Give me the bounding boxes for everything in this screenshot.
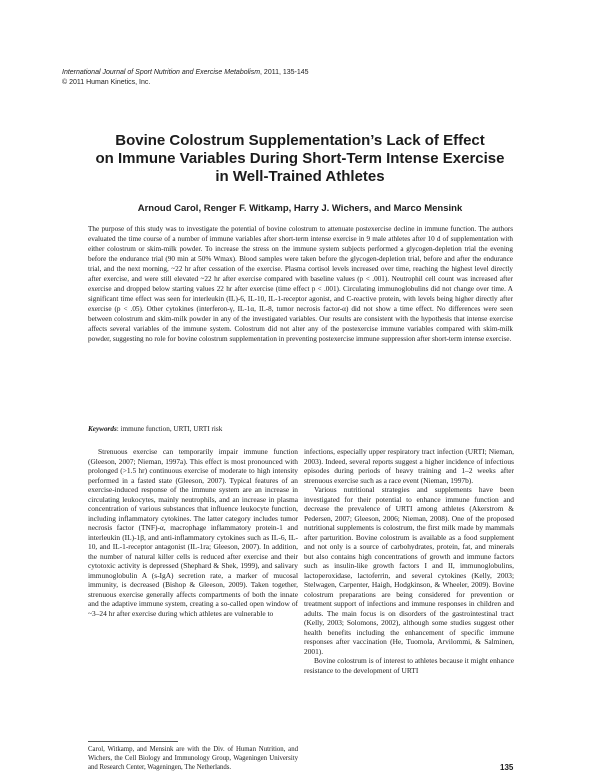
affiliation-footnote [88, 745, 298, 772]
body-column-right [304, 447, 514, 675]
footnote-divider [88, 741, 178, 742]
page-number: 135 [500, 763, 514, 772]
abstract: The purpose of this study was to investigate the potential of bovine colostrum to attenuate postexercise decline in immune function. The authors evaluated the time course of a number of immune variables after short-term intense exercise in 9 male athletes after 10 d of supplementation with either colostrum or skim-milk powder. To increase the stress on the immune system subjects performed a glycogen-depletion trial the evening before the endurance trial (90 min at 50% Wmax). Blood samples were taken before the glycogen-depletion trial, before and after the endurance trial, and the next morning, ~22 hr after cessation of the exercise. Plasma cortisol levels increased over time, reaching the highest level directly after exercise, and were still elevated ~22 hr after exercise compared with baseline values (p < .001). Neutrophil cell count was increased after exercise and dropped below starting values 22 hr after exercise (time effect p < .001). Circulating immunoglobulins did not change over time. A significant time effect was seen for interleukin (IL)-6, IL-10, IL-1-receptor agonist, and C-reactive protein, with levels being higher directly after exercise (p < .05). Other cytokines (interferon-γ, IL-1α, IL-8, tumor necrosis factor-α) did not show a time effect. No differences were seen between colostrum and skim-milk powder in any of the investigated variables. Our results are consistent with the hypothesis that intense exercise affects several variables of the immune system. Colostrum did not alter any of the postexercise immune variables compared with skim-milk powder, suggesting no role for bovine colostrum supplementation in preventing postexercise immune suppression after short-term intense exercise. [88, 225, 513, 343]
title-line-1: Bovine Colostrum Supplementation’s Lack of Effect [115, 132, 485, 149]
title-line-3: in Well-Trained Athletes [215, 168, 385, 185]
journal-copyright: © 2011 Human Kinetics, Inc. [62, 79, 151, 86]
journal-name: International Journal of Sport Nutrition and Exercise Metabolism [62, 69, 261, 76]
journal-citation [62, 68, 309, 78]
article-authors: Arnoud Carol, Renger F. Witkamp, Harry J. Wichers, and Marco Mensink [137, 203, 463, 214]
body-paragraph: Bovine colostrum is of interest to athletes because it might enhance resistance to the development of URTI [304, 656, 514, 675]
body-paragraph: Various nutritional strategies and supplements have been investigated for their potential to enhance immune function and decrease the prevalence of URTI among athletes (Akerstrom & Pedersen, 2007; Gleeson, 2006; Nieman, 2008). One of the proposed nutritional supplements is colostrum, the first milk made by mammals after parturition. Bovine colostrum is available as a food supplement and not only is a source of carbohydrates, protein, fat, and minerals but also contains high concentrations of growth and immune factors such as insulin-like growth factors I and II, immunoglobulins, lactoperoxidase, lactoferrin, and several cytokines (Kelly, 2003; Stelwagen, Carpenter, Haigh, Hodgkinson, & Wheeler, 2009). Bovine colostrum preparations are being considered for prevention or treatment support of infections and immune responses in children and adults. The main focus is on disorders of the gastrointestinal tract (Kelly, 2003; Solomons, 2002), although some studies suggest other health benefits including the enhancement of specific immune responses after vaccination (He, Tuomola, Arvilommi, & Salminen, 2001). [304, 485, 514, 656]
body-paragraph: infections, especially upper respiratory tract infection (URTI; Nieman, 2003). Indeed, several reports suggest a higher incidence of infectious episodes during periods of heavy training and 1–2 weeks after strenuous exercise such as a race event (Nieman, 1997b). [304, 447, 514, 485]
journal-header [62, 68, 309, 88]
title-line-2: on Immune Variables During Short-Term Intense Exercise [95, 150, 505, 167]
keywords-text: : immune function, URTI, URTI risk [116, 425, 223, 433]
journal-volume-pages: , 2011, 135-145 [260, 69, 309, 76]
body-column-left [88, 447, 298, 618]
footnote-text: Carol, Witkamp, and Mensink are with the Div. of Human Nutrition, and Wichers, the Cell Biology and Immunology Group, Wageningen University and Research Center, Wageningen, The Netherlands. [88, 746, 298, 771]
keywords [88, 424, 513, 434]
body-paragraph: Strenuous exercise can temporarily impair immune function (Gleeson, 2007; Nieman, 1997a). This effect is most pronounced with prolonged (>1.5 hr) continuous exercise of moderate to high intensity performed in a fasted state (Gleeson, 2007). Typical features of an exercise-induced response of the immune system are an increase in circulating leukocytes, mainly neutrophils, and an increase in plasma concentration of various substances that influence leukocyte function, including inflammatory cytokines. The latter category includes tumor necrosis factor (TNF)-α, macrophage inflammatory protein-1 and interleukin (IL)-1β, and anti-inflammatory cytokines such as IL-6, IL-10, and IL-1-receptor antagonist (IL-1ra; Gleeson, 2007). In addition, the number of natural killer cells is reduced after exercise and their cytotoxic activity is depressed (Shephard & Shek, 1999), and salivary immunoglobulin A (s-IgA) secretion rate, a marker of mucosal immunity, is decreased (Bishop & Gleeson, 2009). Taken together, strenuous exercise generally affects compartments of both the innate and the adaptive immune system, creating a so-called open window of ~3–24 hr after exercise during which athletes are vulnerable to [88, 447, 298, 618]
keywords-label: Keywords [88, 425, 117, 433]
article-title [40, 132, 560, 186]
